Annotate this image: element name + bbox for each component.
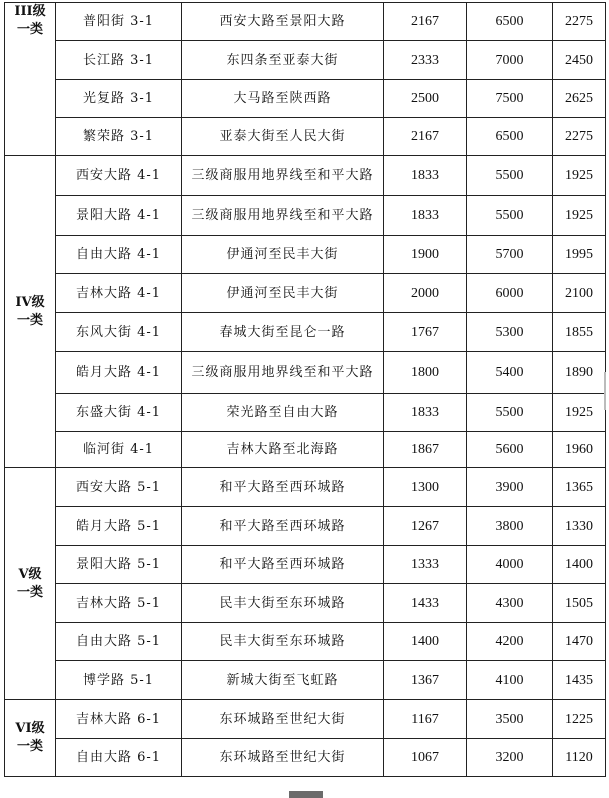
land-price-table bbox=[4, 2, 606, 777]
price-value-2: 3500 bbox=[467, 700, 553, 739]
price-value-3: 1225 bbox=[553, 700, 606, 739]
road-name: 自由大路 6-1 bbox=[56, 739, 182, 777]
road-section: 民丰大街至东环城路 bbox=[182, 623, 384, 661]
road-name: 长江路 3-1 bbox=[56, 41, 182, 80]
price-value-2: 5500 bbox=[467, 196, 553, 236]
price-value-2: 3200 bbox=[467, 739, 553, 777]
land-class-label: VI级 一类 bbox=[5, 700, 56, 777]
table-row bbox=[5, 3, 606, 41]
land-class-label: III级 一类 bbox=[5, 3, 56, 156]
price-value-2: 7000 bbox=[467, 41, 553, 80]
road-section: 伊通河至民丰大街 bbox=[182, 236, 384, 274]
table-row bbox=[5, 196, 606, 236]
price-value-1: 2167 bbox=[384, 118, 467, 156]
page-scroll-indicator[interactable] bbox=[289, 791, 323, 798]
road-section: 三级商服用地界线至和平大路 bbox=[182, 156, 384, 196]
price-value-1: 1800 bbox=[384, 352, 467, 394]
price-value-1: 1833 bbox=[384, 196, 467, 236]
price-value-1: 1400 bbox=[384, 623, 467, 661]
price-value-3: 1400 bbox=[553, 546, 606, 584]
table-row bbox=[5, 118, 606, 156]
road-section: 东环城路至世纪大街 bbox=[182, 739, 384, 777]
price-value-1: 1267 bbox=[384, 507, 467, 546]
price-value-2: 5300 bbox=[467, 313, 553, 352]
price-value-2: 6500 bbox=[467, 3, 553, 41]
road-section: 吉林大路至北海路 bbox=[182, 432, 384, 468]
road-name: 自由大路 4-1 bbox=[56, 236, 182, 274]
road-section: 大马路至陕西路 bbox=[182, 80, 384, 118]
price-value-2: 5400 bbox=[467, 352, 553, 394]
table-row bbox=[5, 739, 606, 777]
price-value-3: 1435 bbox=[553, 661, 606, 700]
table-body bbox=[5, 3, 606, 777]
price-value-1: 1433 bbox=[384, 584, 467, 623]
road-section: 和平大路至西环城路 bbox=[182, 546, 384, 584]
road-section: 春城大街至昆仑一路 bbox=[182, 313, 384, 352]
price-value-1: 1167 bbox=[384, 700, 467, 739]
land-class-label: IV级 一类 bbox=[5, 156, 56, 468]
price-value-1: 1767 bbox=[384, 313, 467, 352]
price-value-2: 3800 bbox=[467, 507, 553, 546]
price-value-2: 4300 bbox=[467, 584, 553, 623]
table-row bbox=[5, 236, 606, 274]
road-section: 西安大路至景阳大路 bbox=[182, 3, 384, 41]
price-value-3: 2275 bbox=[553, 118, 606, 156]
price-value-2: 4000 bbox=[467, 546, 553, 584]
road-name: 东风大街 4-1 bbox=[56, 313, 182, 352]
price-value-1: 1900 bbox=[384, 236, 467, 274]
price-value-3: 1505 bbox=[553, 584, 606, 623]
price-value-1: 1833 bbox=[384, 394, 467, 432]
table-row bbox=[5, 313, 606, 352]
road-section: 荣光路至自由大路 bbox=[182, 394, 384, 432]
land-class-label: V级 一类 bbox=[5, 468, 56, 700]
road-name: 普阳街 3-1 bbox=[56, 3, 182, 41]
road-name: 皓月大路 4-1 bbox=[56, 352, 182, 394]
road-name: 博学路 5-1 bbox=[56, 661, 182, 700]
road-name: 吉林大路 5-1 bbox=[56, 584, 182, 623]
price-value-1: 1367 bbox=[384, 661, 467, 700]
road-name: 西安大路 5-1 bbox=[56, 468, 182, 507]
road-section: 民丰大街至东环城路 bbox=[182, 584, 384, 623]
price-value-3: 1925 bbox=[553, 156, 606, 196]
price-value-2: 5700 bbox=[467, 236, 553, 274]
road-name: 吉林大路 4-1 bbox=[56, 274, 182, 313]
road-name: 东盛大街 4-1 bbox=[56, 394, 182, 432]
road-section: 东环城路至世纪大街 bbox=[182, 700, 384, 739]
price-value-1: 1833 bbox=[384, 156, 467, 196]
table-row bbox=[5, 700, 606, 739]
price-value-1: 1067 bbox=[384, 739, 467, 777]
price-value-3: 2100 bbox=[553, 274, 606, 313]
price-value-2: 5500 bbox=[467, 394, 553, 432]
road-name: 西安大路 4-1 bbox=[56, 156, 182, 196]
table-row bbox=[5, 507, 606, 546]
price-value-3: 2450 bbox=[553, 41, 606, 80]
price-value-3: 1925 bbox=[553, 394, 606, 432]
road-name: 繁荣路 3-1 bbox=[56, 118, 182, 156]
price-value-2: 5600 bbox=[467, 432, 553, 468]
table-row bbox=[5, 432, 606, 468]
price-value-3: 2625 bbox=[553, 80, 606, 118]
table-row bbox=[5, 584, 606, 623]
road-section: 三级商服用地界线至和平大路 bbox=[182, 352, 384, 394]
road-name: 景阳大路 5-1 bbox=[56, 546, 182, 584]
price-value-2: 6500 bbox=[467, 118, 553, 156]
price-value-2: 5500 bbox=[467, 156, 553, 196]
price-value-1: 1300 bbox=[384, 468, 467, 507]
table-row bbox=[5, 274, 606, 313]
road-section: 亚泰大街至人民大街 bbox=[182, 118, 384, 156]
road-name: 自由大路 5-1 bbox=[56, 623, 182, 661]
table-row bbox=[5, 546, 606, 584]
road-section: 东四条至亚泰大街 bbox=[182, 41, 384, 80]
road-name: 光复路 3-1 bbox=[56, 80, 182, 118]
price-value-1: 2333 bbox=[384, 41, 467, 80]
price-value-3: 1890 bbox=[553, 352, 606, 394]
price-value-1: 2500 bbox=[384, 80, 467, 118]
side-scroll-indicator[interactable] bbox=[604, 372, 606, 410]
price-value-2: 4200 bbox=[467, 623, 553, 661]
table-row bbox=[5, 394, 606, 432]
road-name: 景阳大路 4-1 bbox=[56, 196, 182, 236]
price-value-2: 7500 bbox=[467, 80, 553, 118]
price-value-3: 1960 bbox=[553, 432, 606, 468]
table-row bbox=[5, 41, 606, 80]
price-value-2: 3900 bbox=[467, 468, 553, 507]
price-value-3: 1855 bbox=[553, 313, 606, 352]
price-value-3: 1365 bbox=[553, 468, 606, 507]
price-value-2: 6000 bbox=[467, 274, 553, 313]
price-value-1: 2000 bbox=[384, 274, 467, 313]
price-value-3: 1120 bbox=[553, 739, 606, 777]
price-value-2: 4100 bbox=[467, 661, 553, 700]
table-row bbox=[5, 156, 606, 196]
price-value-3: 1925 bbox=[553, 196, 606, 236]
price-value-3: 2275 bbox=[553, 3, 606, 41]
table-row bbox=[5, 468, 606, 507]
price-value-1: 1867 bbox=[384, 432, 467, 468]
road-section: 和平大路至西环城路 bbox=[182, 468, 384, 507]
road-section: 三级商服用地界线至和平大路 bbox=[182, 196, 384, 236]
table-row bbox=[5, 352, 606, 394]
road-section: 伊通河至民丰大街 bbox=[182, 274, 384, 313]
price-value-3: 1330 bbox=[553, 507, 606, 546]
price-value-3: 1470 bbox=[553, 623, 606, 661]
price-value-1: 2167 bbox=[384, 3, 467, 41]
road-section: 新城大街至飞虹路 bbox=[182, 661, 384, 700]
road-section: 和平大路至西环城路 bbox=[182, 507, 384, 546]
road-name: 吉林大路 6-1 bbox=[56, 700, 182, 739]
price-value-3: 1995 bbox=[553, 236, 606, 274]
table-row bbox=[5, 80, 606, 118]
price-value-1: 1333 bbox=[384, 546, 467, 584]
table-row bbox=[5, 623, 606, 661]
road-name: 临河街 4-1 bbox=[56, 432, 182, 468]
road-name: 皓月大路 5-1 bbox=[56, 507, 182, 546]
table-row bbox=[5, 661, 606, 700]
